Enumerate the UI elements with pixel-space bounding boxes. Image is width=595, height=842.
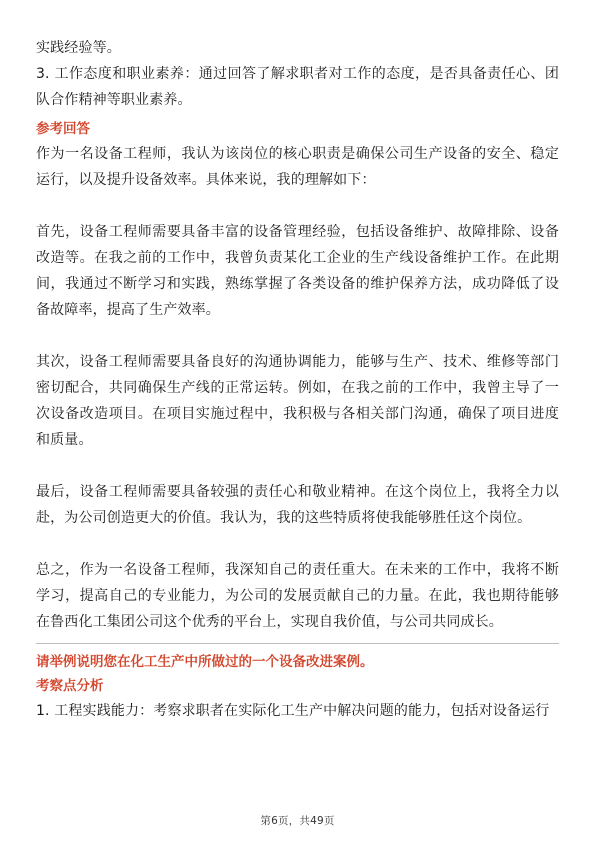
analysis-point-1: 1. 工程实践能力：考察求职者在实际化工生产中解决问题的能力，包括对设备运行 xyxy=(36,703,550,719)
paragraph-gap xyxy=(36,531,559,557)
intro-point-3: 3. 工作态度和职业素养：通过回答了解求职者对工作的态度，是否具备责任心、团队合作精神等职业素养。 xyxy=(36,66,559,108)
paragraph-gap xyxy=(36,193,559,219)
question-heading: 请举例说明您在化工生产中所做过的一个设备改进案例。 xyxy=(36,654,374,670)
answer-paragraph-4: 最后，设备工程师需要具备较强的责任心和敬业精神。在这个岗位上，我将全力以赴，为公司创造更大的价值。我认为，我的这些特质将使我能够胜任这个岗位。 xyxy=(36,484,559,526)
paragraph-gap xyxy=(36,323,559,349)
answer-paragraph-3: 其次，设备工程师需要具备良好的沟通协调能力，能够与生产、技术、维修等部门密切配合，共同确保生产线的正常运转。例如，在我之前的工作中，我曾主导了一次设备改造项目。在项目实施过程中，我积极与各相关部门沟通，确保了项目进度和质量。 xyxy=(36,354,559,448)
intro-continuation: 实践经验等。 xyxy=(36,40,121,56)
answer-paragraph-1: 作为一名设备工程师，我认为该岗位的核心职责是确保公司生产设备的安全、稳定运行，以及提升设备效率。具体来说，我的理解如下： xyxy=(36,146,559,188)
section-divider xyxy=(36,643,559,644)
answer-paragraph-2: 首先，设备工程师需要具备丰富的设备管理经验，包括设备维护、故障排除、设备改造等。在我之前的工作中，我曾负责某化工企业的生产线设备维护工作。在此期间，我通过不断学习和实践，熟练掌握了各类设备的维护保养方法，成功降低了设备故障率，提高了生产效率。 xyxy=(36,224,559,318)
answer-paragraph-5: 总之，作为一名设备工程师，我深知自己的责任重大。在未来的工作中，我将不断学习，提高自己的专业能力，为公司的发展贡献自己的力量。在此，我也期待能够在鲁西化工集团公司这个优秀的平台上，实现自我价值，与公司共同成长。 xyxy=(36,562,559,630)
page-content xyxy=(36,35,559,724)
page-number: 第6页，共49页 xyxy=(260,815,335,827)
answer-heading: 参考回答 xyxy=(36,121,90,137)
analysis-heading: 考察点分析 xyxy=(36,678,104,694)
paragraph-gap xyxy=(36,453,559,479)
